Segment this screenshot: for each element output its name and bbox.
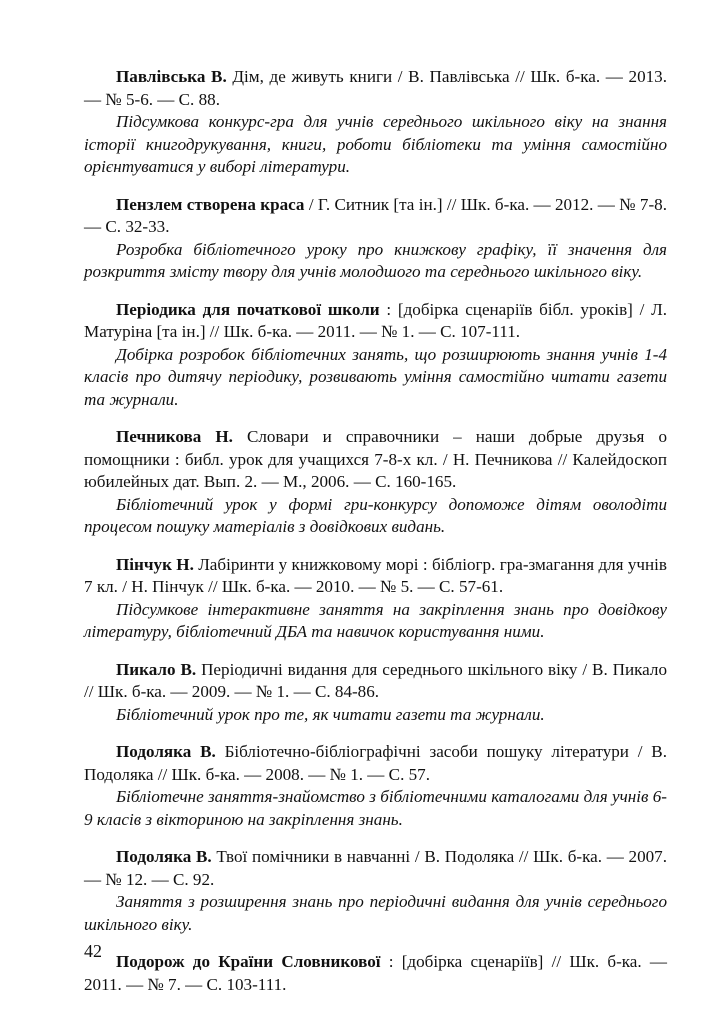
bibliography-entry	[84, 426, 667, 539]
bibliography-entry	[84, 659, 667, 727]
entry-citation: Твої помічники в навчанні / В. Подоляка // Шк. б-ка. — 2007. — № 12. — С. 92.	[84, 847, 667, 889]
bibliography-entry	[84, 741, 667, 831]
bibliography-entry	[84, 299, 667, 412]
entry-reference	[84, 846, 667, 891]
entry-citation: Періодичні видання для середнього шкільного віку / В. Пикало // Шк. б-ка. — 2009. — № 1. — С. 84-86.	[84, 659, 667, 701]
entry-reference	[84, 554, 667, 599]
page-number: 42	[84, 941, 102, 961]
entry-reference	[84, 741, 667, 786]
entry-annotation: Бібліотечне заняття-знайомство з бібліотечними каталогами для учнів 6-9 класів з вікториною на закріплення знань.	[84, 787, 667, 829]
entry-citation: Дім, де живуть книги / В. Павлівська // Шк. б-ка. — 2013. — № 5-6. — С. 88.	[84, 67, 667, 109]
entry-reference	[84, 659, 667, 704]
entry-annotation: Бібліотечний урок у формі гри-конкурсу допоможе дітям оволодіти процесом пошуку матеріалів з довідкових видань.	[84, 494, 667, 536]
entry-citation: Бібліотечно-бібліографічні засоби пошуку літератури / В. Подоляка // Шк. б-ка. — 2008. — № 1. — С. 57.	[84, 742, 667, 784]
entry-annotation: Добірка розробок бібліотечних занять, що розширюють знання учнів 1-4 класів про дитячу періодику, розвивають уміння самостійно читати газети та журнали.	[84, 344, 667, 409]
entry-author: Подоляка В.	[116, 847, 212, 866]
entry-author: Подорож до Країни Словникової	[116, 952, 381, 971]
bibliography-entry	[84, 66, 667, 179]
entry-author: Періодика для початкової школи	[116, 299, 380, 319]
entry-citation: : [добірка сценаріїв бібл. уроків] / Л. Матуріна [та ін.] // Шк. б-ка. — 2011. — № 1. — С. 107-111.	[84, 299, 667, 341]
entry-reference	[84, 66, 667, 111]
entry-citation: Лабіринти у книжковому морі : бібліогр. гра-змагання для учнів 7 кл. / Н. Пінчук // Шк. б-ка. — 2010. — № 5. — С. 57-61.	[84, 554, 667, 596]
bibliography-entry	[84, 951, 667, 996]
entry-author: Печникова Н.	[116, 427, 233, 446]
entry-author: Пикало В.	[116, 659, 197, 679]
entry-annotation: Розробка бібліотечного уроку про книжкову графіку, її значення для розкриття змісту твору для учнів молодшого та середнього шкільного віку.	[84, 239, 667, 281]
bibliography-entry	[84, 846, 667, 936]
bibliography-list	[84, 66, 667, 1011]
entry-annotation: Підсумкове інтерактивне заняття на закріплення знань про довідкову літературу, бібліотечний ДБА та навичок користування ними.	[84, 599, 667, 641]
entry-annotation: Заняття з розширення знань про періодичні видання для учнів середнього шкільного віку.	[84, 892, 667, 934]
entry-author: Пінчук Н.	[116, 554, 194, 574]
entry-author: Подоляка В.	[116, 742, 216, 761]
entry-citation: : [добірка сценаріїв] // Шк. б-ка. — 2011. — № 7. — С. 103-111.	[84, 952, 667, 994]
entry-author: Пензлем створена краса	[116, 194, 305, 214]
entry-reference	[84, 426, 667, 494]
bibliography-entry	[84, 194, 667, 284]
entry-reference	[84, 194, 667, 239]
entry-author: Павлівська В.	[116, 67, 227, 86]
entry-reference	[84, 951, 667, 996]
entry-annotation: Підсумкова конкурс-гра для учнів середнього шкільного віку на знання історії книгодрукування, книги, роботи бібліотеки та уміння самостійно орієнтуватися у виборі літератури.	[84, 112, 667, 176]
bibliography-entry	[84, 554, 667, 644]
entry-reference	[84, 299, 667, 344]
entry-citation: Словари и справочники – наши добрые друзья о помощники : библ. урок для учащихся 7-8-х кл. / Н. Печникова // Калейдоскоп юбилейных дат. Вып. 2. — М., 2006. — С. 160-165.	[84, 427, 667, 491]
entry-citation: / Г. Ситник [та ін.] // Шк. б-ка. — 2012. — № 7-8. — С. 32-33.	[84, 194, 667, 236]
entry-annotation: Бібліотечний урок про те, як читати газети та журнали.	[116, 704, 545, 724]
